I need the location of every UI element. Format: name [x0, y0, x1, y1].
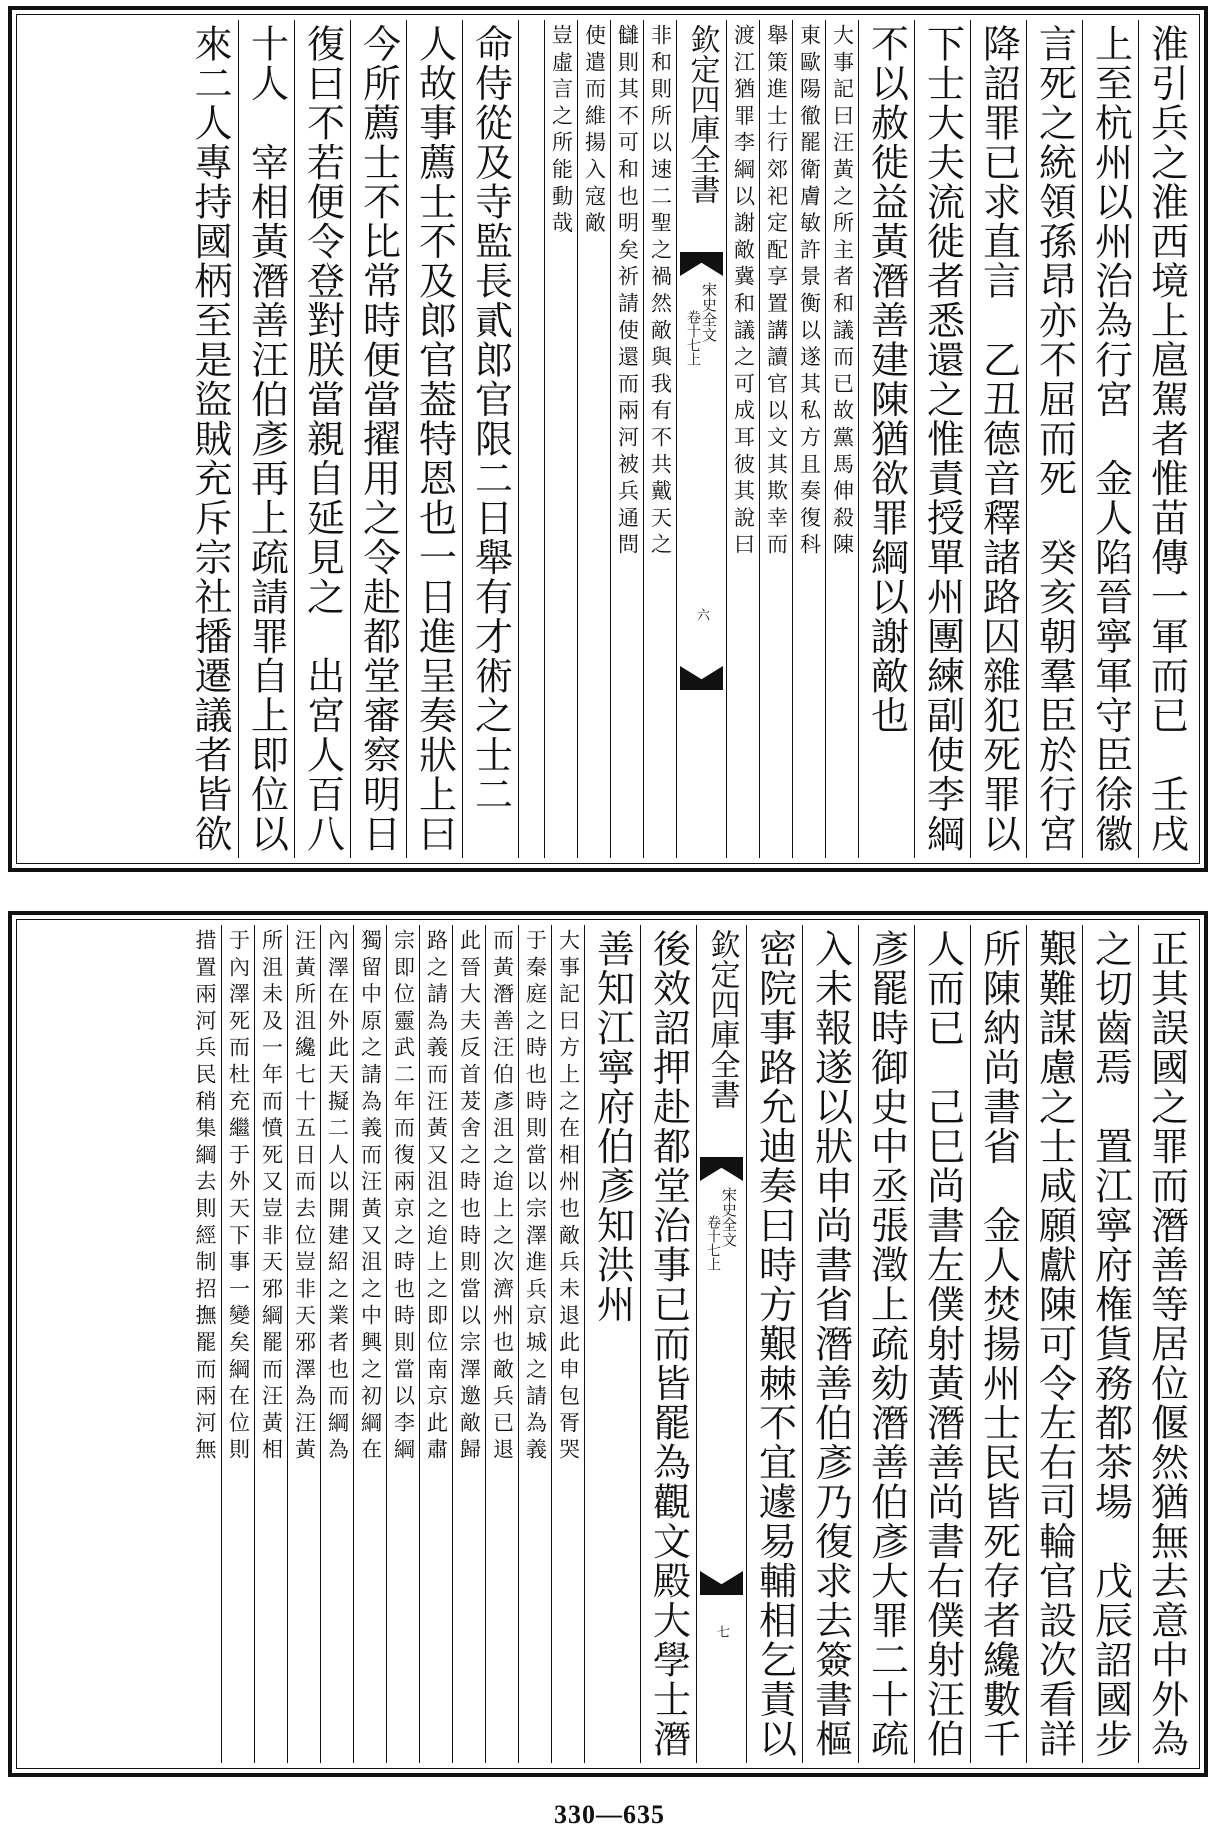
commentary-text: 而黃潛善汪伯彥沮之迨上之次濟州也敵兵已退 — [490, 929, 515, 1465]
column-text: 十人 宰相黃潛善汪伯彥再上疏請罪自上即位以 — [244, 24, 289, 854]
column-text: 入未報遂以狀申尚書省潛善伯彥乃復求去簽書樞 — [808, 929, 853, 1759]
commentary-column — [551, 925, 584, 1763]
spine-work-title: 宋史全文 — [720, 1187, 738, 1247]
commentary-text: 舉策進士行郊祀定配享置講讀官以文其欺幸而 — [764, 24, 789, 560]
column-text: 之切齒焉 置江寧府権貨務都茶場 戊辰詔國步 — [1088, 929, 1133, 1759]
text-column — [858, 925, 914, 1763]
column-text: 下士大夫流徙者悉還之惟責授單州團練副使李綱 — [920, 24, 965, 854]
commentary-column — [188, 925, 221, 1763]
upper-page — [8, 6, 1208, 872]
spine-column — [676, 20, 726, 858]
text-column — [858, 20, 914, 858]
commentary-column — [221, 925, 254, 1763]
column-text: 後效詔押赴都堂治事已而皆罷為觀文殿大學士潛 — [646, 929, 691, 1759]
commentary-column — [792, 20, 825, 858]
commentary-column — [452, 925, 485, 1763]
column-text: 艱難謀慮之士咸願獻陳可令左右司輪官設次看詳 — [1032, 929, 1077, 1759]
text-column — [914, 925, 970, 1763]
spine-volume: 卷十七上 — [705, 1215, 721, 1271]
commentary-text: 獨留中原之請為義而汪黃又沮之中興之初綱在 — [358, 929, 383, 1465]
fish-tail-mark-lower — [700, 1571, 743, 1595]
column-text: 彥罷時御史中丞張澂上疏劾潛善伯彥大罪二十疏 — [864, 929, 909, 1759]
commentary-text: 措置兩河兵民稍集綱去則經制招撫罷而兩河無 — [193, 929, 217, 1465]
commentary-column — [353, 925, 386, 1763]
text-column — [462, 20, 518, 858]
spine-column — [696, 925, 746, 1763]
commentary-text: 內澤在外此天擬二人以開建紹之業者也而綱為 — [325, 929, 350, 1465]
commentary-text: 路之請為義而汪黃又沮之迨上之即位南京此肅 — [424, 929, 449, 1465]
text-column — [746, 925, 802, 1763]
upper-page-columns — [22, 20, 1194, 858]
text-column — [238, 20, 294, 858]
commentary-text: 大事記曰汪黃之所主者和議而已故黨馬伸殺陳 — [830, 24, 855, 560]
commentary-text: 大事記曰方上之在相州也敵兵未退此申包胥哭 — [556, 929, 581, 1465]
commentary-text: 非和則所以速二聖之禍然敵與我有不共戴天之 — [648, 24, 673, 560]
commentary-column — [254, 925, 287, 1763]
commentary-text: 使遣而維揚入寇敵 — [582, 24, 607, 239]
commentary-text: 汪黃所沮纔七十五日而去位豈非天邪澤為汪黃 — [292, 929, 317, 1465]
commentary-text: 于內澤死而杜充繼于外天下事一變矣綱在位則 — [226, 929, 251, 1465]
spine-book-title: 欽定四庫全書 — [704, 929, 740, 1109]
spine-page-number: 七 — [714, 1625, 729, 1638]
page-code: 330—635 — [554, 1800, 665, 1829]
text-column — [350, 20, 406, 858]
text-column — [1026, 925, 1082, 1763]
spine-work-title: 宋史全文 — [700, 282, 718, 342]
blank-column — [518, 20, 544, 858]
text-column — [294, 20, 350, 858]
column-text: 人故事薦士不及郎官葢特恩也一日進呈奏狀上曰 — [412, 24, 457, 854]
text-column — [1138, 925, 1194, 1763]
fish-tail-mark-upper — [680, 252, 723, 276]
spine-volume: 卷十七上 — [685, 310, 701, 366]
commentary-column — [544, 20, 577, 858]
column-text: 言死之統領孫昂亦不屈而死 癸亥朝羣臣於行宮 — [1032, 24, 1077, 854]
text-column — [1138, 20, 1194, 858]
text-column — [1082, 925, 1138, 1763]
column-text: 今所薦士不比常時便當擢用之令赴都堂審察明日 — [356, 24, 401, 854]
commentary-text: 于秦庭之時也時則當以宗澤進兵京城之請為義 — [523, 929, 548, 1465]
commentary-column — [320, 925, 353, 1763]
column-text: 來二人專持國柄至是盜賊充斥宗社播遷議者皆欲 — [188, 24, 232, 854]
text-column — [970, 925, 1026, 1763]
commentary-column — [287, 925, 320, 1763]
commentary-text: 宗即位靈武二年而復兩京之時也時則當以李綱 — [391, 929, 416, 1465]
fish-tail-mark-lower — [680, 666, 723, 690]
fish-tail-mark-upper — [700, 1157, 743, 1181]
column-text: 降詔罪已求直言 乙丑德音釋諸路囚雜犯死罪以 — [976, 24, 1021, 854]
column-text: 上至杭州以州治為行宮 金人陷晉寧軍守臣徐徽 — [1088, 24, 1133, 854]
commentary-column — [759, 20, 792, 858]
commentary-text: 豈虛言之所能動哉 — [549, 24, 574, 239]
column-text: 淮引兵之淮西境上扈駕者惟苗傳一軍而已 壬戌 — [1144, 24, 1189, 854]
commentary-text: 讎則其不可和也明矣祈請使還而兩河被兵通問 — [615, 24, 640, 560]
commentary-text: 渡江猶罪李綱以謝敵冀和議之可成耳彼其說曰 — [731, 24, 756, 560]
commentary-column — [386, 925, 419, 1763]
column-text: 善知江寧府伯彥知洪州 — [590, 929, 635, 1324]
column-text: 密院事路允迪奏曰時方艱棘不宜遽易輔相乞責以 — [752, 929, 797, 1759]
text-column — [584, 925, 640, 1763]
commentary-column — [485, 925, 518, 1763]
commentary-column — [610, 20, 643, 858]
text-column — [802, 925, 858, 1763]
column-text: 正其誤國之罪而潛善等居位偃然猶無去意中外為 — [1144, 929, 1189, 1759]
commentary-text: 所沮未及一年而憤死又豈非天邪綱罷而汪黃相 — [259, 929, 284, 1465]
spine-page-number: 六 — [694, 608, 709, 621]
commentary-column — [518, 925, 551, 1763]
text-column — [914, 20, 970, 858]
lower-page-columns — [22, 925, 1194, 1763]
commentary-column — [825, 20, 858, 858]
column-text: 命侍從及寺監長貳郎官限二日舉有才術之士二 — [468, 24, 513, 814]
commentary-text: 此晉大夫反首茇舍之時也時則當以宗澤邀敵歸 — [457, 929, 482, 1465]
column-text: 人而已 己巳尚書左僕射黃潛善尚書右僕射汪伯 — [920, 929, 965, 1759]
text-column — [406, 20, 462, 858]
commentary-column — [643, 20, 676, 858]
lower-page — [8, 911, 1208, 1777]
text-column — [1026, 20, 1082, 858]
commentary-column — [419, 925, 452, 1763]
commentary-text: 東歐陽徹罷衛膚敏許景衡以遂其私方且奏復科 — [797, 24, 822, 560]
commentary-column — [726, 20, 759, 858]
spine-book-title: 欽定四庫全書 — [684, 24, 720, 204]
column-text: 復曰不若便令登對朕當親自延見之 出宮人百八 — [300, 24, 345, 854]
text-column — [970, 20, 1026, 858]
text-column — [1082, 20, 1138, 858]
text-column — [640, 925, 696, 1763]
column-text: 不以赦徙益黃潛善建陳猶欲罪綱以謝敵也 — [864, 24, 909, 735]
text-column — [182, 20, 238, 858]
commentary-column — [577, 20, 610, 858]
column-text: 所陳納尚書省 金人焚揚州士民皆死存者纔數千 — [976, 929, 1021, 1759]
